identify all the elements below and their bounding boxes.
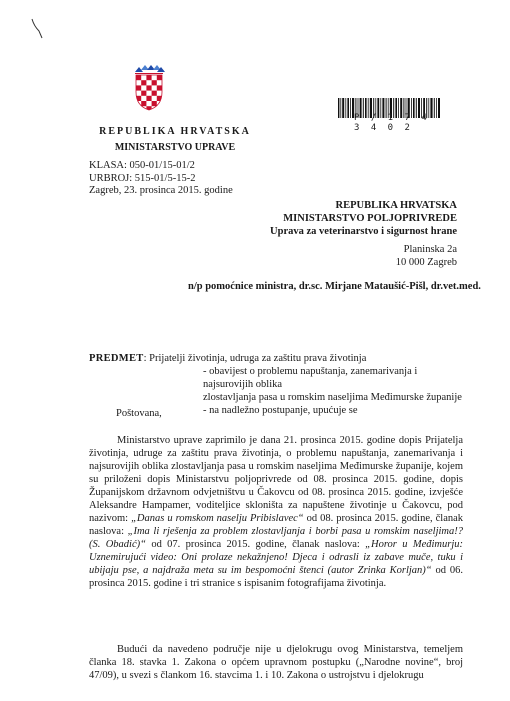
recipient-block: [270, 199, 457, 238]
klasa-ref: KLASA: 050-01/15-01/2: [89, 160, 195, 171]
p1-text-d: od 06. prosinca 2015. godine i tri stranice s ispisanim fotografijama životinja.: [89, 565, 464, 589]
subject-line-4: - na nadležno postupanje, upućuje se: [203, 405, 358, 416]
subject-line-3: zlostavljanja pasa u romskim naseljima Međimurske županije: [203, 392, 462, 403]
subject-label: PREDMET: [89, 353, 144, 364]
salutation: Poštovana,: [116, 408, 162, 419]
sender-block: [80, 124, 270, 156]
attention-line: n/p pomoćnice ministra, dr.sc. Mirjane Mataušić-Pišl, dr.vet.med.: [188, 281, 481, 292]
document-date: Zagreb, 23. prosinca 2015. godine: [89, 185, 233, 196]
body-paragraph-2: [89, 643, 463, 682]
recipient-department: Uprava za veterinarstvo i sigurnost hrane: [270, 226, 457, 237]
p1-text-c: od 07. prosinca 2015. godine, članak naslova:: [145, 539, 366, 550]
sender-ministry: MINISTARSTVO UPRAVE: [114, 142, 236, 153]
p1-title-1: „Danas u romskom naselju Pribislavec“: [131, 513, 304, 524]
p1-text-b: od 08. prosinca 2015. godine, članak naslova:: [89, 513, 464, 537]
address-city: 10 000 Zagreb: [395, 256, 457, 268]
body-paragraph-1: [89, 434, 463, 590]
pen-mark: [30, 18, 44, 40]
recipient-country: REPUBLIKA HRVATSKA: [335, 200, 457, 211]
p1-text-a: Ministarstvo uprave zaprimilo je dana 21. prosinca 2015. godine dopis Prijatelja životinja, udruge za zaštitu prava životinja, o problemu napuštanja, zanemarivanja i najsurovijih oblika zlostavljanja pasa u romskim naseljima Međimurske županije, kojem su priloženi dopis Ministarstvu poljoprivrede od 08. prosinca 2015. godine, dopis Županijskom državnom odvjetništvu u Čakovcu od 08. prosinca 2015. godine, izvješće Aleksandre Hampamer, voditeljice skloništa za napuštene životinje u Čakovcu, pod nazivom:: [89, 435, 463, 524]
p1-title-3: „Horor u Međimurju: Uznemirujući video: Oni prolaze nekažnjeno! Djeca i odrasli iz zabave muče, tuku i ubijaju pse, a najdraža meta su im bespomoćni štenci (autor Zrinka Korljan)“: [89, 539, 463, 576]
subject-line-1: : Prijatelji životinja, udruga za zaštitu prava životinja: [143, 353, 367, 364]
p2-text: Budući da navedeno područje nije u djelokrugu ovog Ministarstva, temeljem članka 18. stavka 1. Zakona o općem upravnom postupku („Narodne novine“, broj 47/09), u svezi s člankom 16. stavcima 1. i 10. Zakona o ustrojstvu i djelokrugu: [89, 644, 463, 681]
subject-line-2: - obavijest o problemu napuštanja, zanemarivanja i najsurovijih oblika: [203, 366, 418, 390]
croatian-coat-of-arms: [133, 64, 165, 112]
recipient-address: [396, 244, 457, 269]
reference-block: [89, 160, 233, 198]
address-street: Planinska 2a: [403, 244, 457, 255]
recipient-ministry: MINISTARSTVO POLJOPRIVREDE: [283, 213, 457, 224]
p1-title-2: „Ima li rješenja za problem zlostavljanja i borbi pasa u romskim naseljima!? (S. Obadić)“: [89, 526, 463, 550]
sender-country: REPUBLIKA HRVATSKA: [99, 126, 251, 137]
registry-number: P / 1 7 4 3 4 0 2: [354, 113, 430, 133]
urbroj-ref: URBROJ: 515-01/5-15-2: [89, 172, 196, 184]
